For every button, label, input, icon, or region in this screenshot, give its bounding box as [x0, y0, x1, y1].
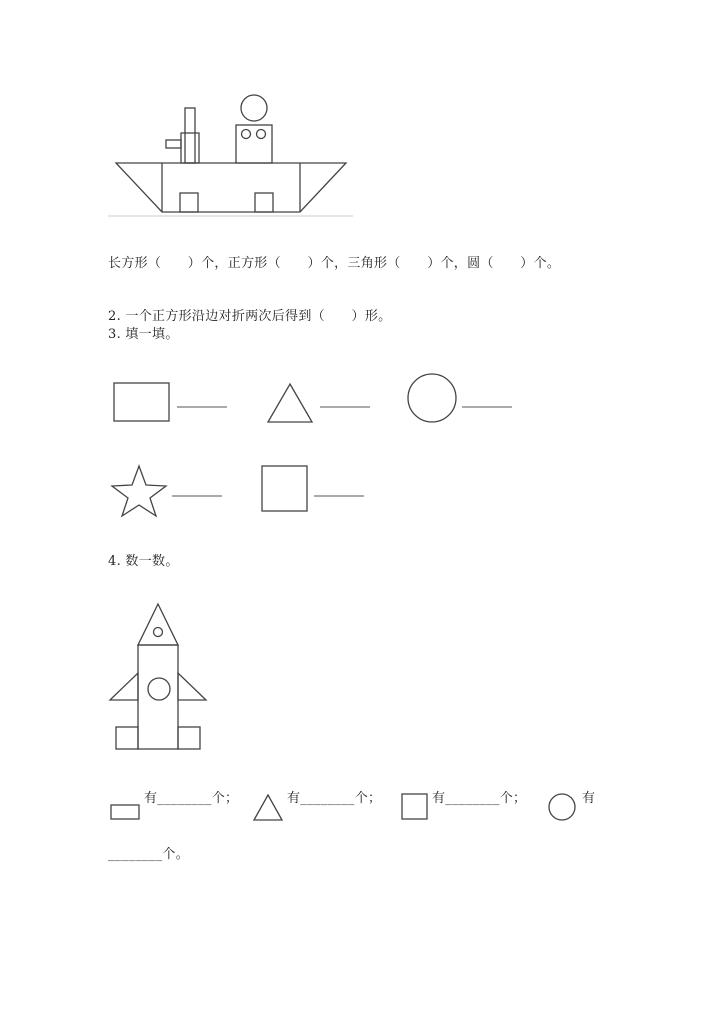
count-square-icon	[402, 794, 427, 819]
count-circle-label-start: 有	[582, 791, 596, 806]
count-triangle-icon	[254, 795, 282, 820]
count-square-label: 有________个；	[432, 791, 527, 806]
q1-sentence: 长方形（ ）个，正方形（ ）个，三角形（ ）个，圆（ ）个。	[108, 256, 561, 271]
count-triangle-label: 有________个；	[287, 791, 382, 806]
count-rect-label: 有________个；	[144, 791, 239, 806]
q4-title: 4. 数一数。	[108, 554, 179, 569]
q2-text: 2. 一个正方形沿边对折两次后得到（ ）形。	[108, 309, 392, 324]
count-circle-label-end: ________个。	[108, 847, 189, 862]
count-rect-icon	[111, 805, 139, 819]
count-circle-icon	[549, 794, 575, 820]
q3-title: 3. 填一填。	[108, 327, 179, 342]
